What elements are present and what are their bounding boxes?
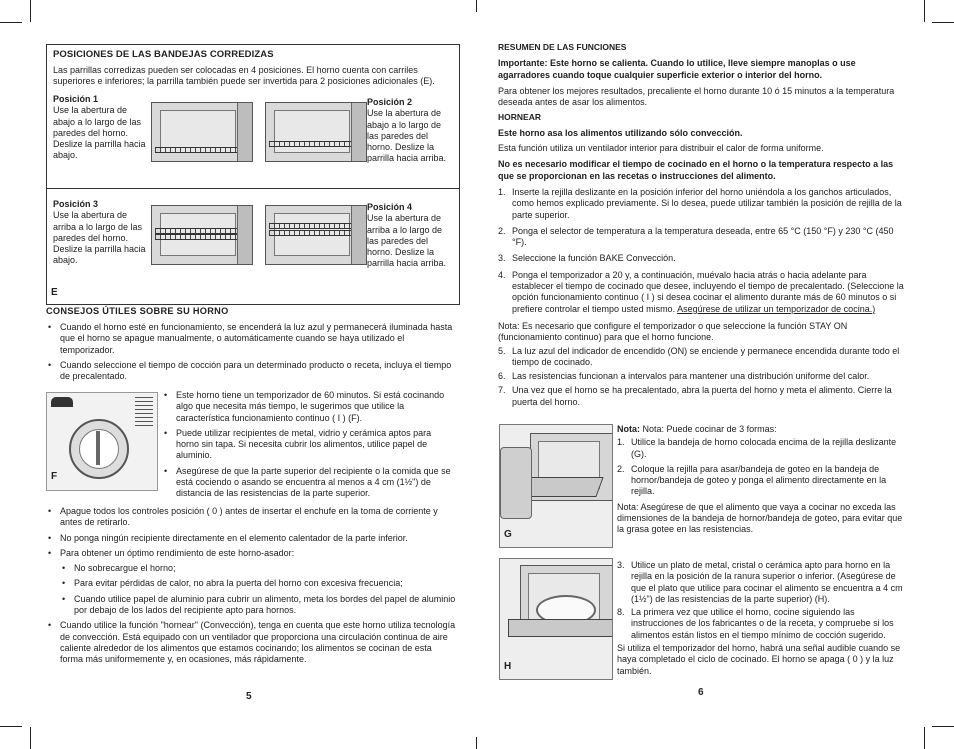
functions-summary bbox=[498, 42, 910, 408]
summary-title: RESUMEN DE LAS FUNCIONES bbox=[498, 42, 627, 52]
oven-image-position-1 bbox=[151, 102, 253, 162]
tip-item: • Este horno tiene un temporizador de 60 minutos. Si está cocinando algo que necesita más tiempo, le sugerimos que utilice la característica funcionamiento continuo ( I ) (F). bbox=[162, 390, 456, 424]
cooking-ways bbox=[617, 424, 909, 536]
figure-label-h: H bbox=[504, 661, 512, 672]
oven-image-position-4 bbox=[265, 205, 367, 265]
position-1-text: Use la abertura de abajo a lo largo de las paredes del horno. Deslize la parrilla hacia abajo. bbox=[53, 105, 146, 161]
crop-mark bbox=[30, 0, 31, 22]
preheat-text: Para obtener los mejores resultados, precaliente el horno durante 10 ó 15 minutos a la temperatura deseada antes de asar los alimentos. bbox=[498, 85, 895, 108]
tips-title: CONSEJOS ÚTILES SOBRE SU HORNO bbox=[46, 306, 229, 316]
position-1-title: Posición 1 bbox=[53, 94, 99, 104]
page-number-left: 5 bbox=[246, 691, 252, 702]
tip-item: • Para obtener un óptimo rendimiento de este horno-asador: bbox=[46, 548, 456, 559]
divider bbox=[47, 188, 459, 189]
timer-end-text: Si utiliza el temporizador del horno, habrá una señal audible cuando se haya completado el ciclo de cocinado. El horno se apaga ( 0 ) y la luz también. bbox=[617, 643, 901, 676]
step-item: 4. Ponga el temporizador a 20 y, a continuación, muévalo hacia atrás o hacia adelante para establecer el tiempo de cocinado que desee, incluyendo el tiempo de precalentado. (Seleccione la opción funcionamiento continuo ( I ) si desea cocinar el alimento durante más de 60 minutos o si prefiere controlar el tiempo usted mismo. Asegúrese de utilizar un temporizador de cocina.) bbox=[498, 269, 904, 314]
page-number-right: 6 bbox=[698, 687, 704, 698]
oven-image-position-2 bbox=[265, 102, 367, 162]
crop-mark bbox=[0, 726, 22, 727]
position-3-text: Use la abertura de arriba a lo largo de las paredes del horno. Deslize la parrilla hacia abajo. bbox=[53, 210, 146, 266]
step-item: 1. Inserte la rejilla deslizante en la posición inferior del horno uniéndola a los ganchos articulados, como hemos explicado previamente. Si lo desea, puede utilizar también la posición de rejilla de la parte superior. bbox=[498, 186, 902, 220]
tip-item: • Puede utilizar recipientes de metal, vidrio y cerámica aptos para horno sin tapa. Si necesita cubrir los alimentos, utilice papel de aluminio. bbox=[162, 428, 456, 462]
tip-item: • No ponga ningún recipiente directamente en el elemento calentador de la parte inferior. bbox=[46, 533, 456, 544]
tips-list-side bbox=[162, 390, 456, 500]
crop-mark bbox=[924, 0, 925, 22]
crop-mark bbox=[476, 0, 477, 12]
crop-mark bbox=[0, 22, 22, 23]
tips-list-top bbox=[46, 322, 456, 382]
rack-positions-box bbox=[46, 44, 460, 305]
sub-item: • Cuando utilice papel de aluminio para cubrir un alimento, meta los bordes del papel de aluminio por debajo de los lados del recipiente apto para hornos. bbox=[60, 594, 456, 617]
steps-list-2 bbox=[498, 346, 910, 408]
crop-mark bbox=[924, 727, 925, 749]
tray-note: Nota: Asegúrese de que el alimento que vaya a cocinar no exceda las dimensiones de la bandeja de hornor/bandeja de goteo, para evitar que la grasa gotee en las resistencias. bbox=[617, 501, 903, 535]
bake-text: Esta función utiliza un ventilador interior para distribuir el calor de forma uniforme. bbox=[498, 143, 824, 154]
position-4 bbox=[367, 202, 455, 270]
way-item: 8. La primera vez que utilice el horno, cocine siguiendo las instrucciones de los fabricantes o de la receta, y compruebe si los alimentos están listos en el tiempo mínimo de cocción sugerido. bbox=[617, 607, 894, 640]
step-item: 2. Ponga el selector de temperatura a la temperatura deseada, entre 65 °C (150 °F) y 230 °C (450 °F). bbox=[498, 225, 894, 248]
box-title: POSICIONES DE LAS BANDEJAS CORREDIZAS bbox=[53, 49, 274, 60]
timer-link-text: Asegúrese de utilizar un temporizador de cocina.) bbox=[677, 303, 876, 314]
figure-label-e: E bbox=[51, 287, 58, 298]
position-3 bbox=[53, 199, 149, 267]
bake-bold: Este horno asa los alimentos utilizando sólo convección. bbox=[498, 127, 743, 138]
crop-mark bbox=[932, 22, 954, 23]
note-three-ways: Nota: Nota: Puede cocinar de 3 formas: bbox=[617, 424, 777, 434]
steps-list bbox=[498, 187, 910, 315]
cooking-ways-2 bbox=[617, 560, 909, 677]
step-item: 7. Una vez que el horno se ha precalentado, abra la puerta del horno y meta el alimento. Cierre la puerta del horno. bbox=[498, 385, 892, 407]
tip-item: • Cuando seleccione el tiempo de cocción para un determinado producto o receta, incluya el tiempo de precalentado. bbox=[46, 360, 456, 383]
position-2-text: Use la abertura de abajo a lo largo de las paredes del horno. Deslize la parrilla hacia arriba. bbox=[367, 108, 447, 164]
crop-mark bbox=[932, 726, 954, 727]
important-note: Importante: Este horno se calienta. Cuando lo utilice, lleve siempre manoplas o use agarradores cuando toque cualquier superficie exterior o interior del horno. bbox=[498, 58, 856, 80]
position-2 bbox=[367, 97, 455, 165]
tips-list-bottom bbox=[46, 506, 456, 666]
position-1 bbox=[53, 94, 149, 162]
stay-on-note: Nota: Es necesario que configure el temporizador o que seleccione la función STAY ON (funcionamiento continuo) para que el horno funcione. bbox=[498, 320, 848, 343]
tip-item: • Apague todos los controles posición ( 0 ) antes de insertar el enchufe en la toma de corriente y antes de retirarlo. bbox=[46, 506, 456, 529]
tip-item: • Asegúrese de que la parte superior del recipiente o la comida que se está cociendo o asando se encuentra al menos a 4 cm (1½") de distancia de las resistencias de la parte superior. bbox=[162, 466, 456, 500]
timer-dial-image bbox=[46, 392, 158, 491]
step-item: 5. La luz azul del indicador de encendido (ON) se enciende y permanece encendida durante todo el tiempo de cocinado. bbox=[498, 345, 900, 367]
sub-item: • Para evitar pérdidas de calor, no abra la puerta del horno con excesiva frecuencia; bbox=[60, 578, 456, 589]
position-3-title: Posición 3 bbox=[53, 199, 99, 209]
way-item: 2. Coloque la rejilla para asar/bandeja de goteo en la bandeja de hornor/bandeja de goteo y ponga el alimento directamente en la rejilla. bbox=[617, 463, 887, 497]
figure-label-f: F bbox=[51, 471, 58, 482]
figure-label-g: G bbox=[504, 529, 512, 540]
position-4-text: Use la abertura de arriba a lo largo de las paredes del horno. Deslize la parrilla hacia arriba. bbox=[367, 213, 447, 269]
position-4-title: Posición 4 bbox=[367, 202, 413, 212]
step-item: 6. Las resistencias funcionan a intervalos para mantener una distribución uniforme del calor. bbox=[498, 371, 870, 382]
bake-title: HORNEAR bbox=[498, 112, 541, 123]
crop-mark bbox=[30, 727, 31, 749]
no-modify-note: No es necesario modificar el tiempo de cocinado en el horno o la temperatura respecto a las que se proporcionan en las recetas o instrucciones del alimento. bbox=[498, 159, 894, 181]
way-item: 3. Utilice un plato de metal, cristal o cerámica apto para horno en la rejilla en la posición de la ranura superior o inferior. (Asegúrese de que el plato que utilice para cocinar el alimento se encuentra a 4 cm (1½") de las resistencias de la parte superior) (H). bbox=[617, 560, 903, 604]
oven-dish-image-h bbox=[499, 558, 613, 680]
box-intro: Las parrillas corredizas pueden ser colocadas en 4 posiciones. El horno cuenta con carriles superiores e inferiores; la parrilla también puede ser invertida para 2 posiciones adicionales (E). bbox=[53, 65, 435, 87]
sub-item: • No sobrecargue el horno; bbox=[60, 563, 456, 574]
sub-list bbox=[46, 563, 456, 616]
way-item: 1. Utilice la bandeja de horno colocada encima de la rejilla deslizante (G). bbox=[617, 437, 897, 459]
crop-mark bbox=[476, 737, 477, 749]
oven-image-position-3 bbox=[151, 205, 253, 265]
oven-tray-image-g bbox=[499, 424, 613, 548]
tip-item: • Cuando utilice la función "hornear" (Convección), tenga en cuenta que este horno utiliza tecnología de convección. Está equipado con un ventilador que proporciona una circulación continua de aire caliente alrededor de los alimentos que estamos cocinando; los alimentos se cocinan de esta forma más uniformemente y, en ocasiones, más rápidamente. bbox=[46, 620, 456, 665]
tip-item: • Cuando el horno esté en funcionamiento, se encenderá la luz azul y permanecerá iluminada hasta que el horno se apague manualmente, o automáticamente cuando se haya utilizado el temporizador. bbox=[46, 322, 456, 356]
step-item: 3. Seleccione la función BAKE Convección. bbox=[498, 253, 676, 264]
position-2-title: Posición 2 bbox=[367, 97, 413, 107]
